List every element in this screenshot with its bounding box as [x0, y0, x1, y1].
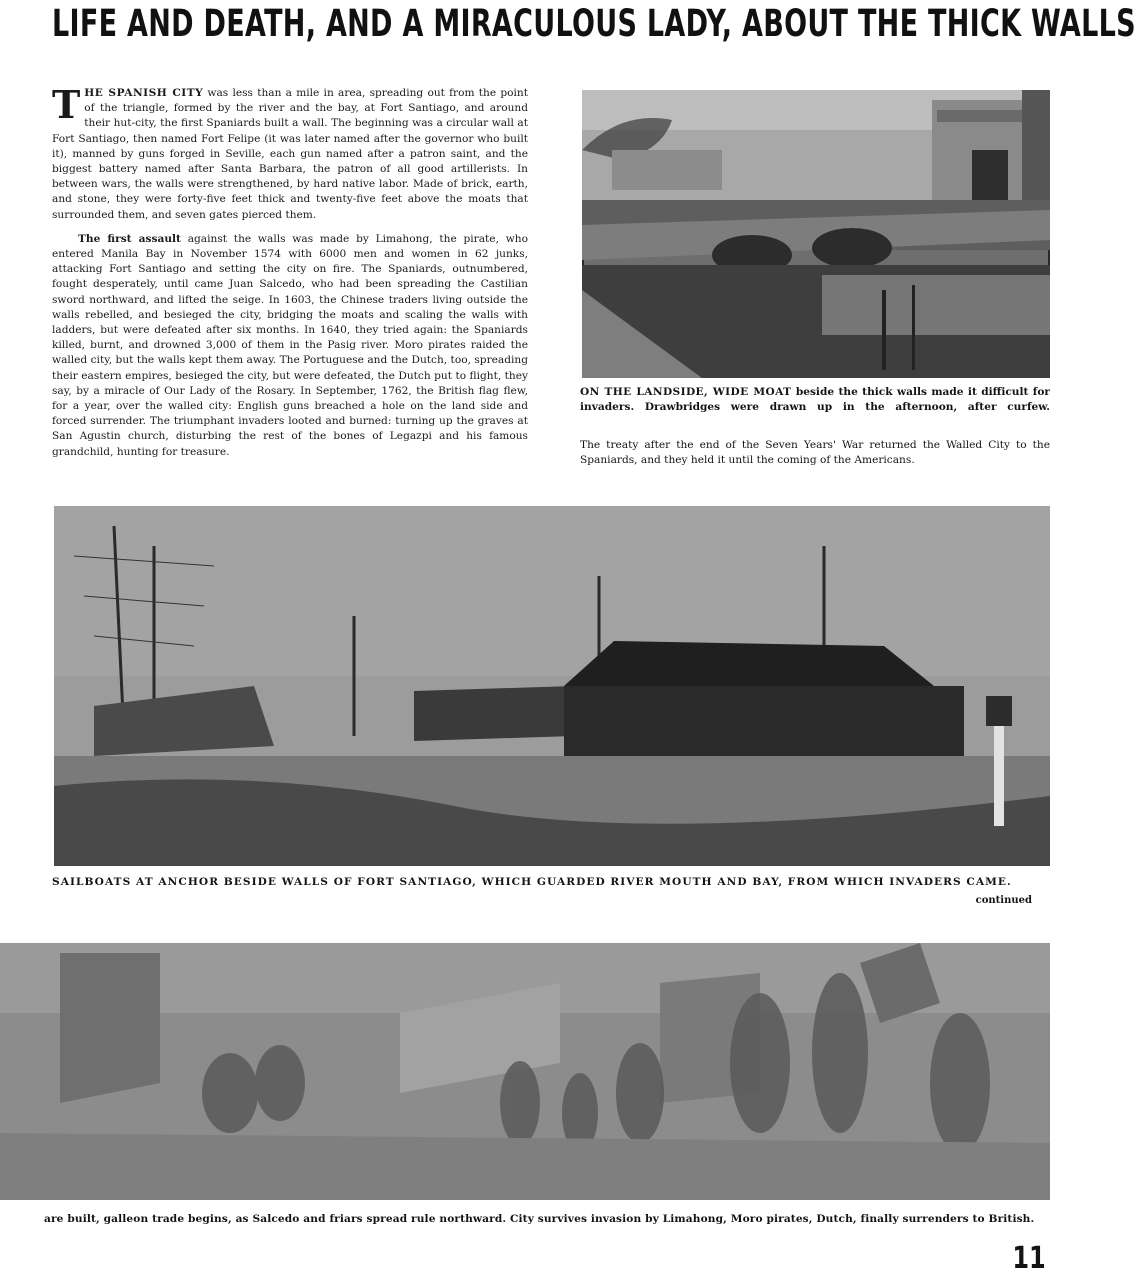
paragraph-lead-in: The first assault: [78, 232, 181, 245]
moat-photo-image: [582, 90, 1050, 378]
page-number: 11: [1012, 1241, 1046, 1276]
drop-cap: T: [52, 82, 81, 127]
paragraph-text: against the walls was made by Limahong, the pirate, who entered Manila Bay in November 1574 with 6000 men and women in 62 junks, attacking Fort Santiago and setting the city on fire. The Spaniards, outnumbered, fought desperately, until came Juan Salcedo, who had been spreading the Castilian sword northward, and lifted the seige. In 1603, the Chinese traders living outside the walls rebelled, and besieged the city, bridging the moats and scaling the walls with ladders, but were defeated after six months. In 1640, they tried again: the Spaniards killed, burnt, and drowned 3,000 of them in the Pasig river. Moro pirates raided the walled city, but the walls kept them away. The Portuguese and the Dutch, too, spreading their eastern empires, besieged the city, but were defeated, the Dutch put to flight, they say, by a miracle of Our Lady of the Rosary. In September, 1762, the British flag flew, for a year, over the walled city: English guns breached a hole on the land side and forced surrender. The triumphant invaders looted and burned: turning up the graves at San Agustin church, disturbing the rest of the bones of Legazpi and his famous grandchild, hunting for treasure.: [52, 232, 528, 458]
continued-label: continued: [975, 895, 1032, 906]
paragraph-lead-in: HE SPANISH CITY: [84, 87, 204, 99]
page-headline: LIFE AND DEATH, AND A MIRACULOUS LADY, ABOUT THE THICK WALLS: [52, 2, 1136, 45]
sailboats-photo-image: [54, 506, 1050, 866]
mural-photo: [0, 943, 1050, 1200]
article-body: [52, 82, 528, 469]
mural-photo-image: [0, 943, 1050, 1200]
article-paragraph-2: [52, 232, 528, 460]
mural-caption: are built, galleon trade begins, as Salcedo and friars spread rule northward. City survives invasion by Limahong, Moro pirates, Dutch, finally surrenders to British.: [44, 1213, 1035, 1225]
article-paragraph-1: [52, 82, 528, 223]
moat-photo: [582, 90, 1050, 378]
moat-photo-caption: [580, 385, 1050, 415]
caption-text: beside the thick walls made it difficult for invaders. Drawbridges were drawn up in the afternoon, after curfew.: [580, 386, 1050, 413]
sailboats-photo: [54, 506, 1050, 866]
caption-lead-in: ON THE LANDSIDE, WIDE MOAT: [580, 386, 792, 398]
paragraph-text: was less than a mile in area, spreading out from the point of the triangle, formed by the river and the bay, at Fort Santiago, and around their hut-city, the first Spaniards built a wall. The beginning was a circular wall at Fort Santiago, then named Fort Felipe (it was later named after the governor who built it), manned by guns forged in Seville, each gun named after a patron saint, and the biggest battery named after Santa Barbara, the patron of all good artillerists. In between wars, the walls were strengthened, by hard native labor. Made of brick, earth, and stone, they were forty-five feet thick and twenty-five feet above the moats that surrounded them, and seven gates pierced them.: [52, 87, 528, 221]
treaty-paragraph: The treaty after the end of the Seven Years' War returned the Walled City to the Spaniards, and they held it until the coming of the Americans.: [580, 439, 1050, 466]
sailboats-photo-caption: SAILBOATS AT ANCHOR BESIDE WALLS OF FORT SANTIAGO, WHICH GUARDED RIVER MOUTH AND BAY, FROM WHICH INVADERS CAME.: [52, 876, 1012, 888]
